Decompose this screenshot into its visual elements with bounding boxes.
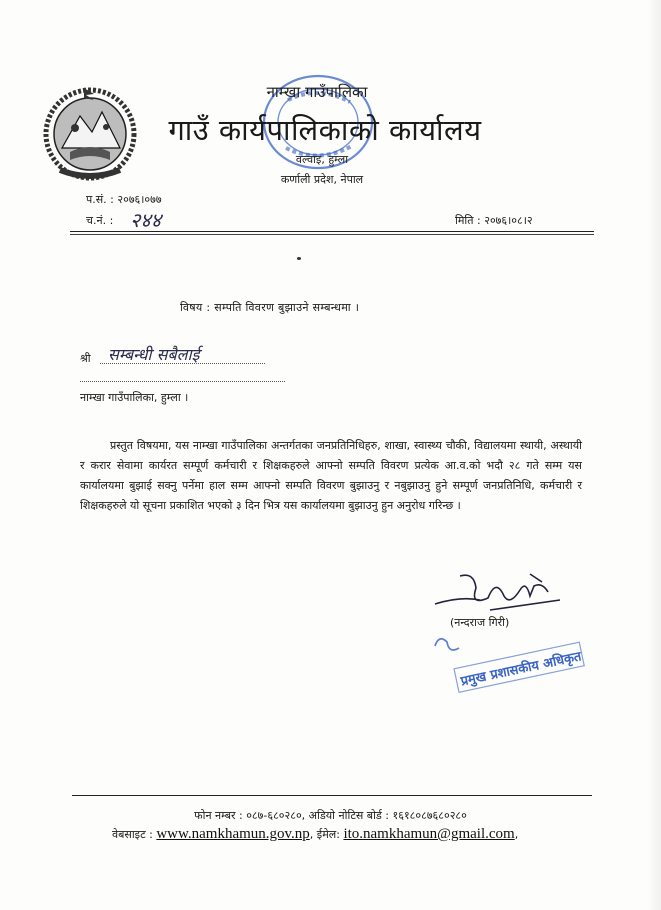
recipient-dotted-line-2 [80, 381, 285, 382]
letter-body: प्रस्तुत विषयमा, यस नाम्खा गाउँपालिका अन्तर्गतका जनप्रतिनिधिहरु, शाखा, स्वास्थ्य चौकी, विद्यालयमा स्थायी, अस्थायी र करार सेवामा कार्यरत सम्पूर्ण कर्मचारी र शिक्षकहरुले आफ्नो सम्पति विवरण प्रत्येक आ.व.को भदौ २८ गते सम्म यस कार्यालयमा बुझाई सक्नु पर्नेमा हाल सम्म आफ्नो सम्पति विवरण बुझाउनु र नबुझाउनु हुने सम्पूर्ण जनप्रतिनिधि, कर्मचारी र शिक्षकहरुले यो सूचना प्रकाशित भएको ३ दिन भित्र यस कार्यालयमा बुझाउनु हुन अनुरोध गरिन्छ । [80, 439, 582, 512]
website-label: वेबसाइट : [112, 828, 153, 841]
office-title: गाउँ कार्यपालिकाको कार्यालय [168, 113, 482, 147]
recipient-prefix: श्री [80, 352, 91, 365]
website-link[interactable]: www.namkhamun.gov.np [156, 826, 310, 842]
officer-seal-icon [425, 606, 590, 696]
recipient-dotted-line [100, 363, 265, 364]
signatory-name: (नन्दराज गिरी) [450, 616, 510, 629]
scan-edge-shadow [647, 0, 661, 910]
reference-ps: प.सं. : २०७६।०७७ [86, 193, 162, 206]
reference-cn-label: च.नं. : [86, 214, 114, 227]
letter-subject: विषय : सम्पति विवरण बुझाउने सम्बन्धमा । [180, 301, 360, 314]
reference-cn-handwritten: २४४ [130, 208, 162, 232]
footer-divider [72, 795, 592, 796]
address-line-1: वल्वाइ, हुम्ला [295, 153, 349, 166]
nepal-emblem-icon [40, 82, 140, 182]
letter-date: मिति : २०७६।०८।२ [455, 214, 533, 227]
footer-web-email [112, 826, 518, 843]
recipient-handwritten: सम्बन्धी सबैलाई [108, 345, 200, 364]
address-line-2: कर्णाली प्रदेश, नेपाल [280, 173, 364, 186]
speck [297, 257, 301, 260]
recipient-address: नाम्खा गाउँपालिका, हुम्ला । [80, 391, 189, 404]
email-label: , ईमेल: [309, 828, 340, 841]
email-link[interactable]: ito.namkhamun@gmail.com [343, 826, 515, 842]
footer-contact: फोन नम्बर : ०८७-६८०२८०, अडियो नोटिस बोर्ड : १६१८०८७६८०२८० [194, 809, 467, 822]
header-divider [70, 231, 594, 232]
header-divider-thin [70, 234, 594, 235]
footer-trailing-comma: , [514, 828, 519, 841]
seal-text: प्रमुख प्रशासकीय अधिकृत [459, 649, 583, 690]
municipality-name: नाम्खा गाउँपालिका [266, 83, 368, 101]
